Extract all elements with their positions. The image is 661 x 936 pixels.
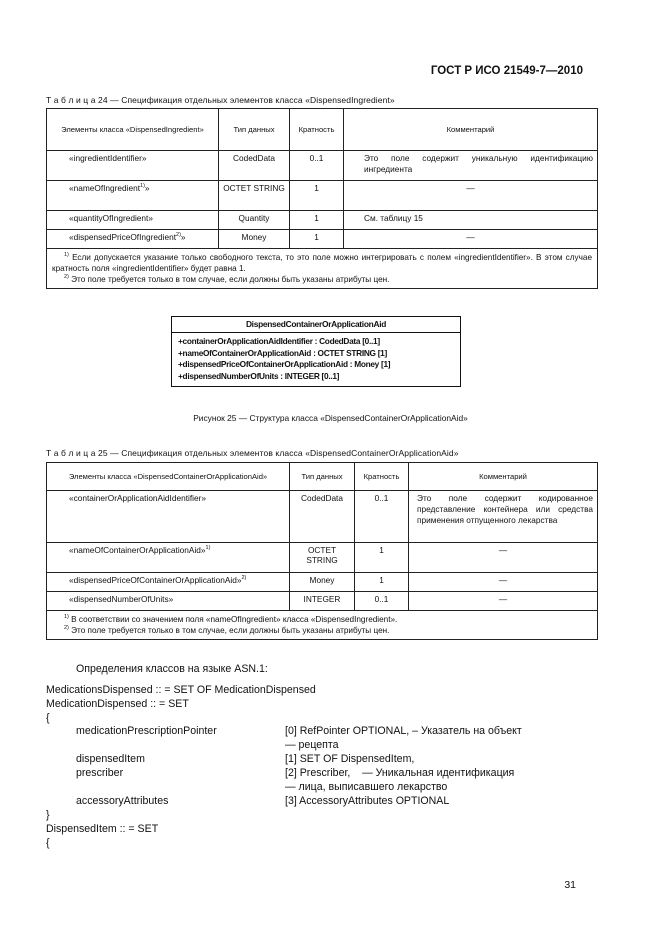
asn-line: MedicationDispensed :: = SET — [46, 698, 189, 710]
multiplicity: 1 — [290, 211, 344, 230]
table-row — [47, 543, 598, 573]
element-name-tail: » — [144, 183, 150, 193]
asn-field-def: [3] AccessoryAttributes OPTIONAL — [285, 795, 450, 807]
footnote-1: Если допускается указание только свободного текста, то это поле можно интегрировать с полем «ingredientIdentifier». В этом случае кратность поля «ingredientIdentifier» будет равна 1. — [52, 253, 592, 273]
footnote-mark: 1) — [64, 252, 69, 258]
comment: — — [409, 592, 598, 611]
table25-notes — [47, 611, 598, 640]
asn-field-name: accessoryAttributes — [76, 795, 169, 807]
footnote-mark: 1) — [205, 545, 211, 551]
comment: — — [409, 543, 598, 573]
data-type: Money — [219, 230, 290, 249]
data-type: OCTET STRING — [290, 543, 355, 573]
data-type: OCTET STRING — [219, 181, 290, 211]
data-type: Money — [290, 573, 355, 592]
table24-header-type: Тип данных — [219, 109, 290, 151]
footnote-2: Это поле требуется только в том случае, если должны быть указаны атрибуты цен. — [71, 275, 390, 284]
table-row — [47, 211, 598, 230]
element-name: «quantityOfIngredient» — [69, 213, 153, 223]
uml-attribute: +dispensedPriceOfContainerOrApplicationAid : Money [1] — [178, 359, 391, 369]
page-number: 31 — [564, 879, 576, 891]
table24 — [46, 108, 598, 289]
element-name: «nameOfIngredient — [69, 183, 141, 193]
table-row — [47, 592, 598, 611]
multiplicity: 1 — [290, 181, 344, 211]
table-row — [47, 181, 598, 211]
table25-header-comment: Комментарий — [409, 463, 598, 491]
asn-field-def-cont: — рецепта — [285, 739, 339, 751]
table24-header-comment: Комментарий — [344, 109, 598, 151]
table25-header-type: Тип данных — [290, 463, 355, 491]
element-name: «ingredientIdentifier» — [69, 153, 147, 163]
data-type: Quantity — [219, 211, 290, 230]
asn-field-def: [0] RefPointer OPTIONAL, – Указатель на объект — [285, 725, 522, 737]
table25-header-element: Элементы класса «DispensedContainerOrApplicationAid» — [47, 463, 290, 491]
comment: — — [344, 230, 598, 249]
asn-field-def: [2] Prescriber, — Уникальная идентификация — [285, 767, 515, 779]
multiplicity: 0..1 — [355, 592, 409, 611]
asn-field-name: prescriber — [76, 767, 124, 779]
asn-open-brace: { — [46, 837, 50, 849]
element-name-tail: » — [180, 232, 186, 242]
table25-caption: Т а б л и ц а 25 — Спецификация отдельных элементов класса «DispensedContainerOrApplicationAid» — [46, 448, 459, 458]
table25 — [46, 462, 598, 640]
footnote-mark: 2) — [64, 625, 69, 631]
uml-class-box — [171, 316, 461, 387]
comment: — — [409, 573, 598, 592]
footnote-mark: 2) — [176, 232, 181, 238]
table24-caption: Т а б л и ц а 24 — Спецификация отдельных элементов класса «DispensedIngredient» — [46, 95, 395, 105]
element-name: «dispensedPriceOfIngredient — [69, 232, 177, 242]
data-type: CodedData — [219, 151, 290, 181]
standard-id: ГОСТ Р ИСО 21549-7—2010 — [430, 65, 583, 77]
asn-field-def: [1] SET OF DispensedItem, — [285, 753, 415, 765]
footnote-1: В соответствии со значением поля «nameOfIngredient» класса «DispensedIngredient». — [71, 615, 398, 624]
asn-close-brace: } — [46, 809, 50, 821]
asn-intro: Определения классов на языке ASN.1: — [76, 663, 268, 675]
asn-field-name: medicationPrescriptionPointer — [76, 725, 217, 737]
element-name: «dispensedNumberOfUnits» — [69, 594, 174, 604]
footnote-mark: 1) — [64, 614, 69, 620]
comment: Это поле содержит кодированное представление контейнера или средства применения отпущенного лекарства — [409, 491, 598, 543]
asn-field-name: dispensedItem — [76, 753, 145, 765]
footnote-mark: 2) — [241, 575, 247, 581]
uml-attribute: +dispensedNumberOfUnits : INTEGER [0..1] — [178, 370, 340, 381]
multiplicity: 1 — [355, 573, 409, 592]
comment: Это поле содержит уникальную идентификацию ингредиента — [344, 151, 598, 181]
table-row — [47, 151, 598, 181]
element-name: «containerOrApplicationAidIdentifier» — [69, 493, 206, 503]
multiplicity: 1 — [355, 543, 409, 573]
comment: См. таблицу 15 — [344, 211, 598, 230]
asn-field-def-cont: — лица, выписавшего лекарство — [285, 781, 448, 793]
uml-attribute: +nameOfContainerOrApplicationAid : OCTET STRING [1] — [178, 347, 387, 358]
element-name: «dispensedPriceOfContainerOrApplicationAid» — [69, 575, 242, 585]
footnote-mark: 2) — [64, 274, 69, 280]
uml-attributes — [172, 333, 460, 386]
uml-attribute: +containerOrApplicationAidIdentifier : CodedData [0..1] — [178, 336, 380, 346]
multiplicity: 0..1 — [355, 491, 409, 543]
table-row — [47, 230, 598, 249]
data-type: INTEGER — [290, 592, 355, 611]
table25-header-mult: Кратность — [355, 463, 409, 491]
uml-class-name: DispensedContainerOrApplicationAid — [172, 317, 460, 333]
asn-line: MedicationsDispensed :: = SET OF MedicationDispensed — [46, 684, 316, 696]
table-row — [47, 573, 598, 592]
table-row — [47, 491, 598, 543]
footnote-2: Это поле требуется только в том случае, если должны быть указаны атрибуты цен. — [71, 626, 390, 635]
asn-open-brace: { — [46, 712, 50, 724]
table24-header-mult: Кратность — [290, 109, 344, 151]
multiplicity: 0..1 — [290, 151, 344, 181]
element-name: «nameOfContainerOrApplicationAid» — [69, 545, 206, 555]
table24-notes — [47, 249, 598, 289]
comment: — — [344, 181, 598, 211]
figure25-caption: Рисунок 25 — Структура класса «DispensedContainerOrApplicationAid» — [193, 413, 468, 423]
multiplicity: 1 — [290, 230, 344, 249]
asn-line: DispensedItem :: = SET — [46, 823, 159, 835]
data-type: CodedData — [290, 491, 355, 543]
table24-header-element: Элементы класса «DispensedIngredient» — [47, 109, 219, 151]
footnote-mark: 1) — [140, 183, 145, 189]
